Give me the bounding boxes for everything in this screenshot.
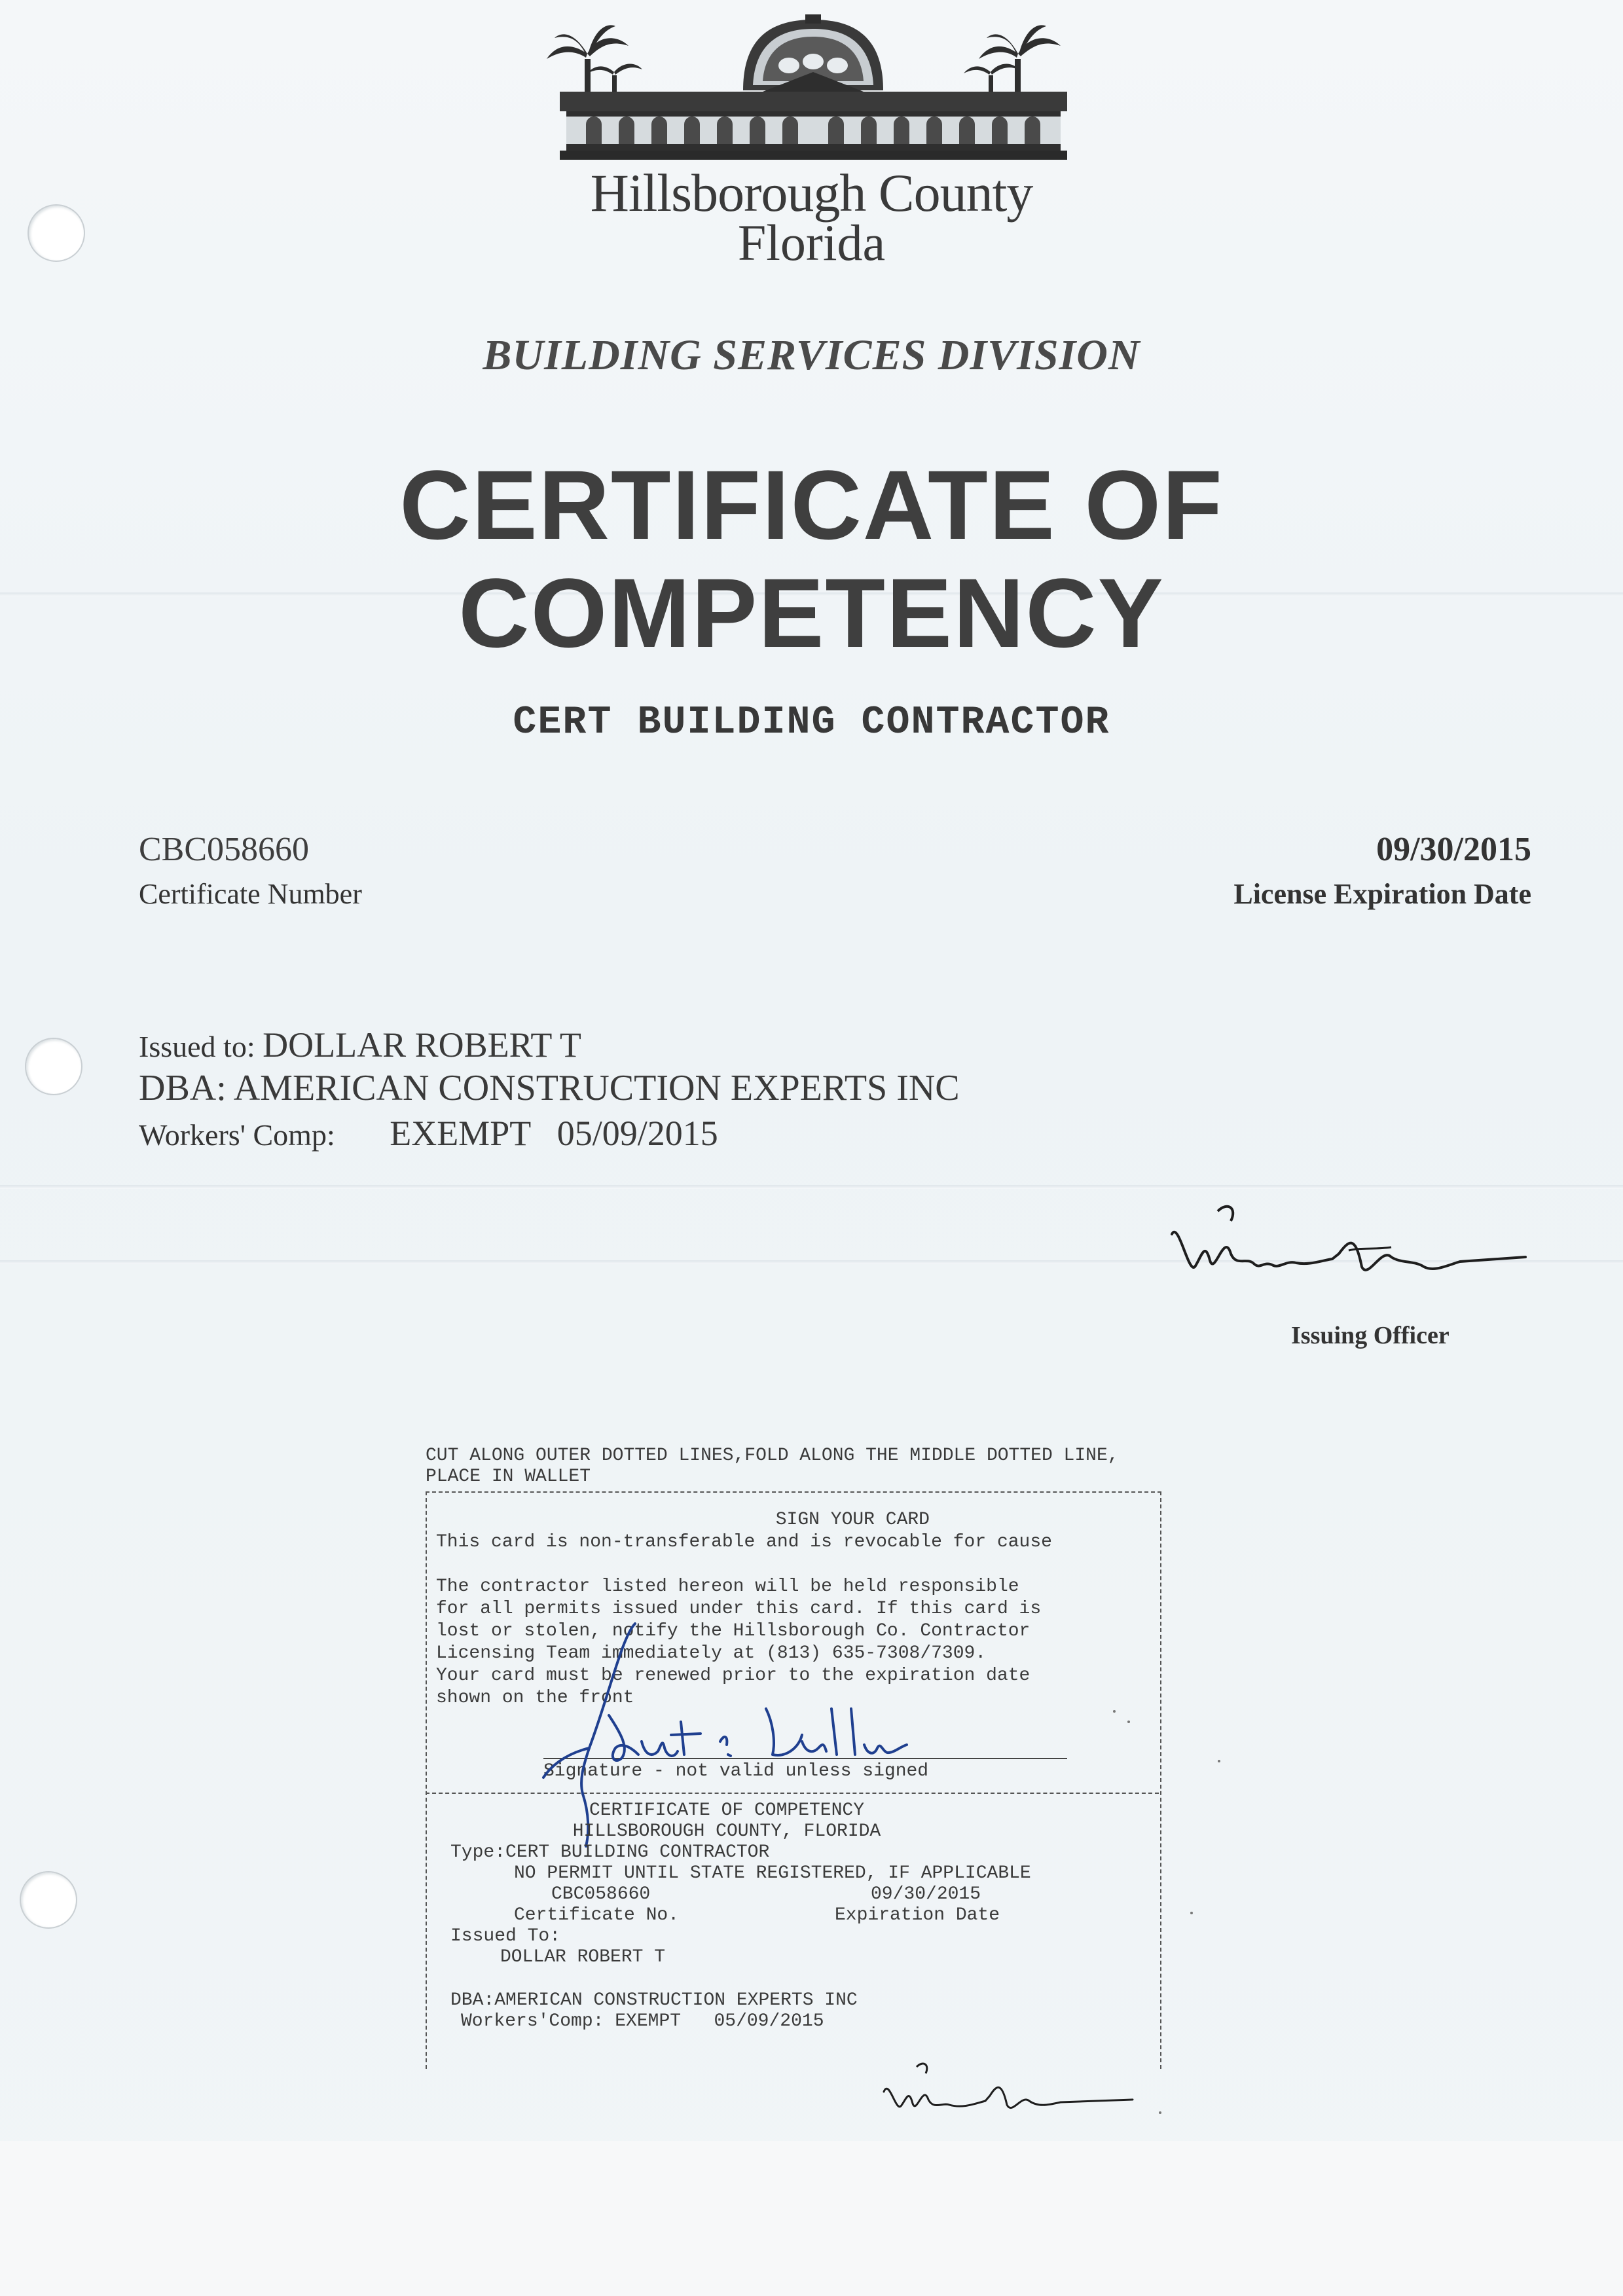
expiration-date: 09/30/2015 <box>1376 831 1531 868</box>
signature-caption: Signature - not valid unless signed <box>543 1761 929 1781</box>
card-dba-line: DBA:AMERICAN CONSTRUCTION EXPERTS INC <box>450 1990 858 2011</box>
expiration-date-label: License Expiration Date <box>1233 878 1531 910</box>
workers-comp-row <box>139 1113 718 1154</box>
sign-card-heading: SIGN YOUR CARD <box>775 1510 930 1530</box>
scan-speck <box>1218 1760 1220 1762</box>
officer-signature <box>1133 1195 1539 1293</box>
workers-comp-label: Workers' Comp: <box>139 1118 335 1152</box>
scan-speck <box>1190 1912 1193 1914</box>
responsibility-line: shown on the front <box>436 1688 634 1708</box>
issued-to-label: Issued to: <box>139 1030 255 1063</box>
dba-label: DBA: <box>139 1068 227 1108</box>
responsibility-line: for all permits issued under this card. If this card is <box>436 1599 1042 1619</box>
fold-line <box>0 1185 1623 1189</box>
responsibility-line: lost or stolen, notify the Hillsborough Co. Contractor <box>436 1621 1030 1641</box>
responsibility-line: Licensing Team immediately at (813) 635-7308/7309. <box>436 1643 987 1664</box>
issued-to-row <box>139 1025 581 1065</box>
scan-speck <box>1113 1710 1116 1713</box>
scan-speck <box>1127 1721 1130 1723</box>
card-workers-comp-line: Workers'Comp: EXEMPT 05/09/2015 <box>461 2011 824 2032</box>
scan-bottom-strip <box>0 2141 1623 2296</box>
certificate-type: CERT BUILDING CONTRACTOR <box>513 701 1110 745</box>
card-no-permit-line: NO PERMIT UNTIL STATE REGISTERED, IF APPLICABLE <box>514 1863 1031 1884</box>
card-expiration-date-label: Expiration Date <box>835 1905 1000 1925</box>
dba-value: AMERICAN CONSTRUCTION EXPERTS INC <box>233 1068 960 1108</box>
card-front-title: CERTIFICATE OF COMPETENCY <box>589 1800 865 1821</box>
card-certificate-number: CBC058660 <box>551 1884 651 1904</box>
dba-row <box>139 1067 960 1109</box>
cut-instructions-line1: CUT ALONG OUTER DOTTED LINES,FOLD ALONG THE MIDDLE DOTTED LINE, <box>426 1446 1119 1466</box>
card-type-line: Type:CERT BUILDING CONTRACTOR <box>450 1842 770 1863</box>
issued-to-value: DOLLAR ROBERT T <box>263 1025 581 1065</box>
courthouse-logo <box>547 13 1080 170</box>
county-name: Hillsborough County <box>590 163 1033 223</box>
card-issued-to-label: Issued To: <box>450 1926 561 1946</box>
division-heading: BUILDING SERVICES DIVISION <box>483 331 1140 379</box>
responsibility-line: Your card must be renewed prior to the expiration date <box>436 1666 1030 1686</box>
scan-speck <box>1159 2111 1161 2114</box>
certificate-number: CBC058660 <box>139 831 310 868</box>
card-front-county: HILLSBOROUGH COUNTY, FLORIDA <box>572 1821 881 1842</box>
certificate-title-line2: COMPETENCY <box>458 558 1165 668</box>
cut-instructions-line2: PLACE IN WALLET <box>426 1467 591 1487</box>
issuing-officer-label: Issuing Officer <box>1291 1322 1450 1349</box>
card-certificate-number-label: Certificate No. <box>514 1905 680 1925</box>
non-transferable-text: This card is non-transferable and is revocable for cause <box>436 1532 1052 1552</box>
state-name: Florida <box>737 214 886 271</box>
punch-hole <box>20 1871 77 1929</box>
card-officer-signature <box>877 2052 1139 2124</box>
punch-hole <box>25 1038 82 1095</box>
workers-comp-value: EXEMPT 05/09/2015 <box>390 1114 718 1153</box>
card-expiration-date: 09/30/2015 <box>871 1884 981 1904</box>
certificate-title-line1: CERTIFICATE OF <box>399 450 1224 560</box>
certificate-number-label: Certificate Number <box>139 878 362 910</box>
card-issued-to-value: DOLLAR ROBERT T <box>500 1947 666 1967</box>
responsibility-line: The contractor listed hereon will be held responsible <box>436 1576 1019 1597</box>
